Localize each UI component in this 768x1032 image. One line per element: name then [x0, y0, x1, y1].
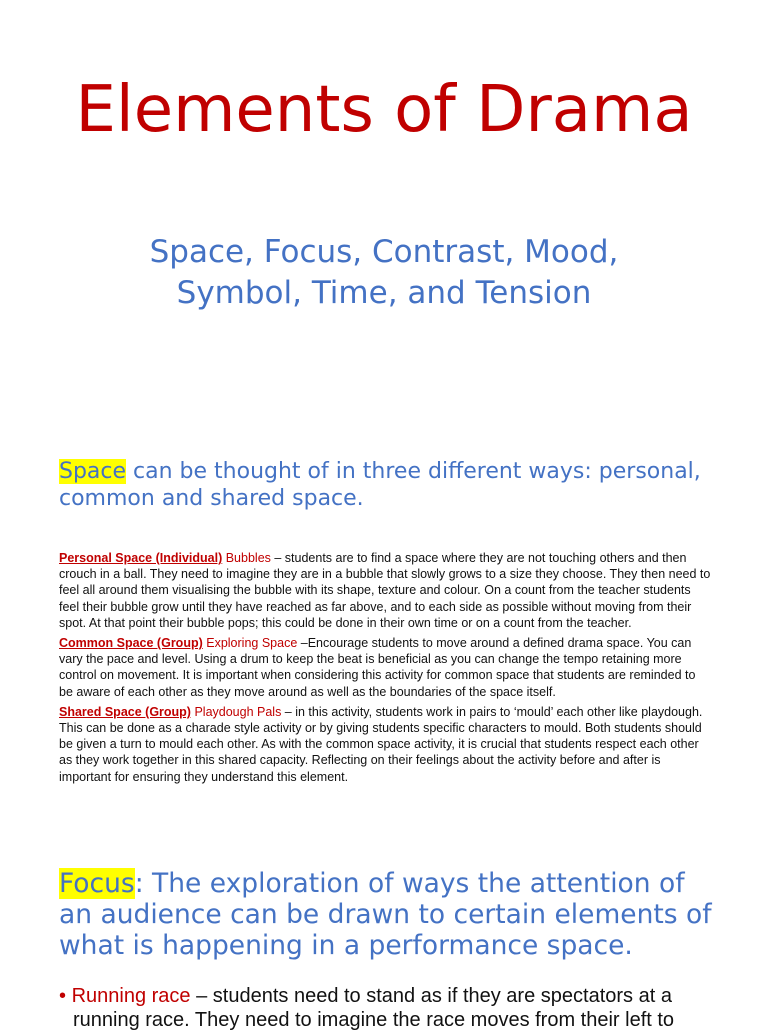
space-activities — [59, 550, 711, 789]
shared-space-paragraph — [59, 704, 711, 785]
personal-space-paragraph — [59, 550, 711, 631]
personal-space-text: – students are to find a space where they are not touching others and then crouch in a ball. They need to imagine they are in a bubble that slowly grows to a size they choose. They then need to feel all around them visualising the bubble with its shape, texture and colour. On a count from the teacher students feel their bubble grow until they have reached as far above, and to each side as possible without moving from their spot. At that point their bubble pops; this could be done in their own time or on a count from the teacher. — [59, 551, 711, 630]
running-race-text: – students need to stand as if they are spectators at a — [190, 985, 672, 1007]
space-keyword: Space — [59, 459, 127, 484]
title-text: Elements of Drama — [75, 73, 693, 147]
common-space-activity: Exploring Space — [202, 636, 298, 651]
document-subtitle — [0, 232, 768, 314]
running-race-continuation: running race. They need to imagine the race moves from their left to — [73, 1009, 675, 1031]
space-heading — [59, 458, 719, 512]
running-race-activity: Running race — [71, 985, 191, 1007]
subtitle-line-2: Symbol, Time, and Tension — [176, 275, 592, 311]
shared-space-label: Shared Space (Group) — [59, 704, 191, 719]
focus-heading-text: : The exploration of ways the attention of an audience can be drawn to certain elements of what is happening in a performance space. — [59, 868, 712, 961]
shared-space-text: – in this activity, students work in pairs to ‘mould’ each other like playdough. This can be done as a charade style activity or by giving students specific characters to mould. Both students should be given a turn to mould each other. As with the common space activity, it is crucial that students respect each other as they work together in this shared capacity. Reflecting on their feelings about the activity before and after is important for ensuring they understand this element. — [59, 704, 703, 784]
common-space-paragraph — [59, 635, 711, 700]
shared-space-activity: Playdough Pals — [190, 704, 282, 719]
personal-space-label: Personal Space (Individual) — [59, 551, 223, 565]
bullet-dot-icon: • — [59, 985, 67, 1007]
focus-heading — [59, 868, 719, 961]
subtitle-line-1: Space, Focus, Contrast, Mood, — [149, 234, 619, 270]
personal-space-activity: Bubbles — [222, 551, 271, 565]
common-space-text: –Encourage students to move around a defined drama space. You can vary the pace and level. Using a drum to keep the beat is beneficial as you can change the tempo retaining more control on movement. It is important when considering this activity for common space that students are reminded to be aware of each other as they move around as well as the boundaries of the space itself. — [59, 636, 696, 699]
focus-keyword: Focus — [59, 868, 135, 899]
common-space-label: Common Space (Group) — [59, 636, 203, 651]
document-title — [0, 72, 768, 148]
space-heading-text: can be thought of in three different ways: personal, common and shared space. — [59, 459, 701, 511]
focus-bullet-item — [59, 984, 719, 1032]
